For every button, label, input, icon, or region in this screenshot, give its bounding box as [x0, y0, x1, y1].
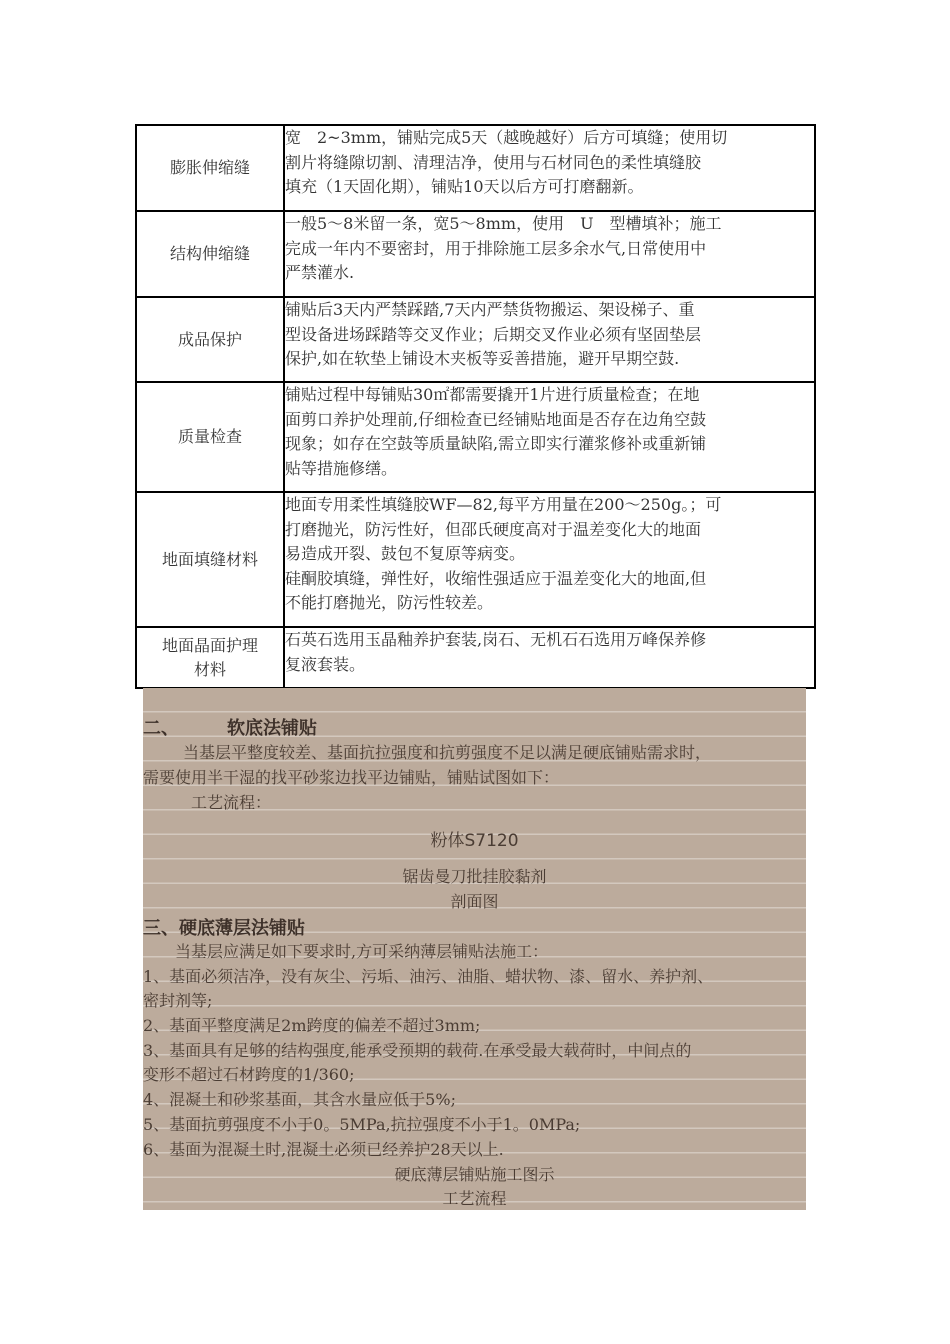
table-row [136, 211, 815, 297]
row-label: 地面填缝材料 [136, 492, 284, 627]
row-description: 石英石选用玉晶釉养护套装,岗石、无机石石选用万峰保养修 复液套装。 [284, 627, 815, 688]
shaded-section [143, 688, 806, 1210]
section-2-number: 二、 [143, 718, 179, 739]
requirement-item: 6、基面为混凝土时,混凝土必须已经养护28天以上. [143, 1140, 504, 1159]
row-label: 膨胀伸缩缝 [136, 125, 284, 211]
section-3-heading: 三、硬底薄层法铺贴 [143, 918, 305, 939]
row-label: 结构伸缩缝 [136, 211, 284, 297]
row-description: 一般5～8米留一条，宽5～8mm，使用 U 型槽填补；施工 完成一年内不要密封，用于排除施工层多余水气,日常使用中 严禁灌水. [284, 211, 815, 297]
section-2-heading [143, 714, 317, 740]
row-label: 成品保护 [136, 297, 284, 382]
row-description: 铺贴后3天内严禁踩踏,7天内严禁货物搬运、架设梯子、重 型设备进场踩踏等交叉作业；后期交叉作业必须有坚固垫层 保护,如在软垫上铺设木夹板等妥善措施，避开早期空鼓. [284, 297, 815, 382]
requirement-item: 2、基面平整度满足2m跨度的偏差不超过3mm; [143, 1016, 481, 1035]
row-label: 质量检查 [136, 382, 284, 492]
table-row [136, 125, 815, 211]
row-label: 地面晶面护理 材料 [136, 627, 284, 688]
process-flow-label: 工艺流程 [442, 1189, 507, 1208]
row-description: 宽 2~3mm，铺贴完成5天（越晚越好）后方可填缝；使用切 割片将缝隙切割、清理洁净，使用与石材同色的柔性填缝胶 填充（1天固化期），铺贴10天以后方可打磨翻新。 [284, 125, 815, 211]
process-step: 锯齿曼刀批挂胶黏剂 [402, 867, 547, 886]
spec-table [135, 124, 816, 689]
requirement-item: 4、混凝土和砂浆基面，其含水量应低于5%; [143, 1090, 456, 1109]
section-2-paragraph-line: 需要使用半干湿的找平砂浆边找平边铺贴，铺贴试图如下： [143, 768, 560, 787]
table-row [136, 382, 815, 492]
product-name: 粉体S7120 [430, 831, 519, 851]
table-row [136, 492, 815, 627]
requirement-item: 变形不超过石材跨度的1/360; [143, 1065, 355, 1084]
table-row [136, 297, 815, 382]
section-2-title: 软底法铺贴 [227, 718, 317, 739]
requirement-item: 密封剂等; [143, 991, 213, 1010]
requirement-item: 5、基面抗剪强度不小于0。5MPa,抗拉强度不小于1。0MPa; [143, 1115, 581, 1134]
row-description: 铺贴过程中每铺贴30㎡都需要撬开1片进行质量检查；在地 面剪口养护处理前,仔细检查已经铺贴地面是否存在边角空鼓 现象；如存在空鼓等质量缺陷,需立即实行灌浆修补或重新铺 贴等措施修缮。 [284, 382, 815, 492]
figure-caption: 剖面图 [450, 892, 499, 911]
row-description: 地面专用柔性填缝胶WF—82,每平方用量在200～250g。；可 打磨抛光，防污性好，但邵氏硬度高对于温差变化大的地面 易造成开裂、鼓包不复原等病变。 硅酮胶填缝，弹性好，收缩性强适应于温差变化大的地面,但 不能打磨抛光，防污性较差。 [284, 492, 815, 627]
requirement-item: 1、基面必须洁净，没有灰尘、污垢、油污、油脂、蜡状物、漆、留水、养护剂、 [143, 967, 714, 986]
requirement-item: 3、基面具有足够的结构强度,能承受预期的载荷.在承受最大载荷时，中间点的 [143, 1041, 692, 1060]
section-3-intro: 当基层应满足如下要求时,方可采纳薄层铺贴法施工： [175, 942, 549, 961]
section-2-paragraph-line: 当基层平整度较差、基面抗拉强度和抗剪强度不足以满足硬底铺贴需求时， [183, 743, 712, 762]
process-flow-label: 工艺流程： [191, 793, 272, 812]
table-row [136, 627, 815, 688]
figure-caption: 硬底薄层铺贴施工图示 [394, 1165, 555, 1184]
